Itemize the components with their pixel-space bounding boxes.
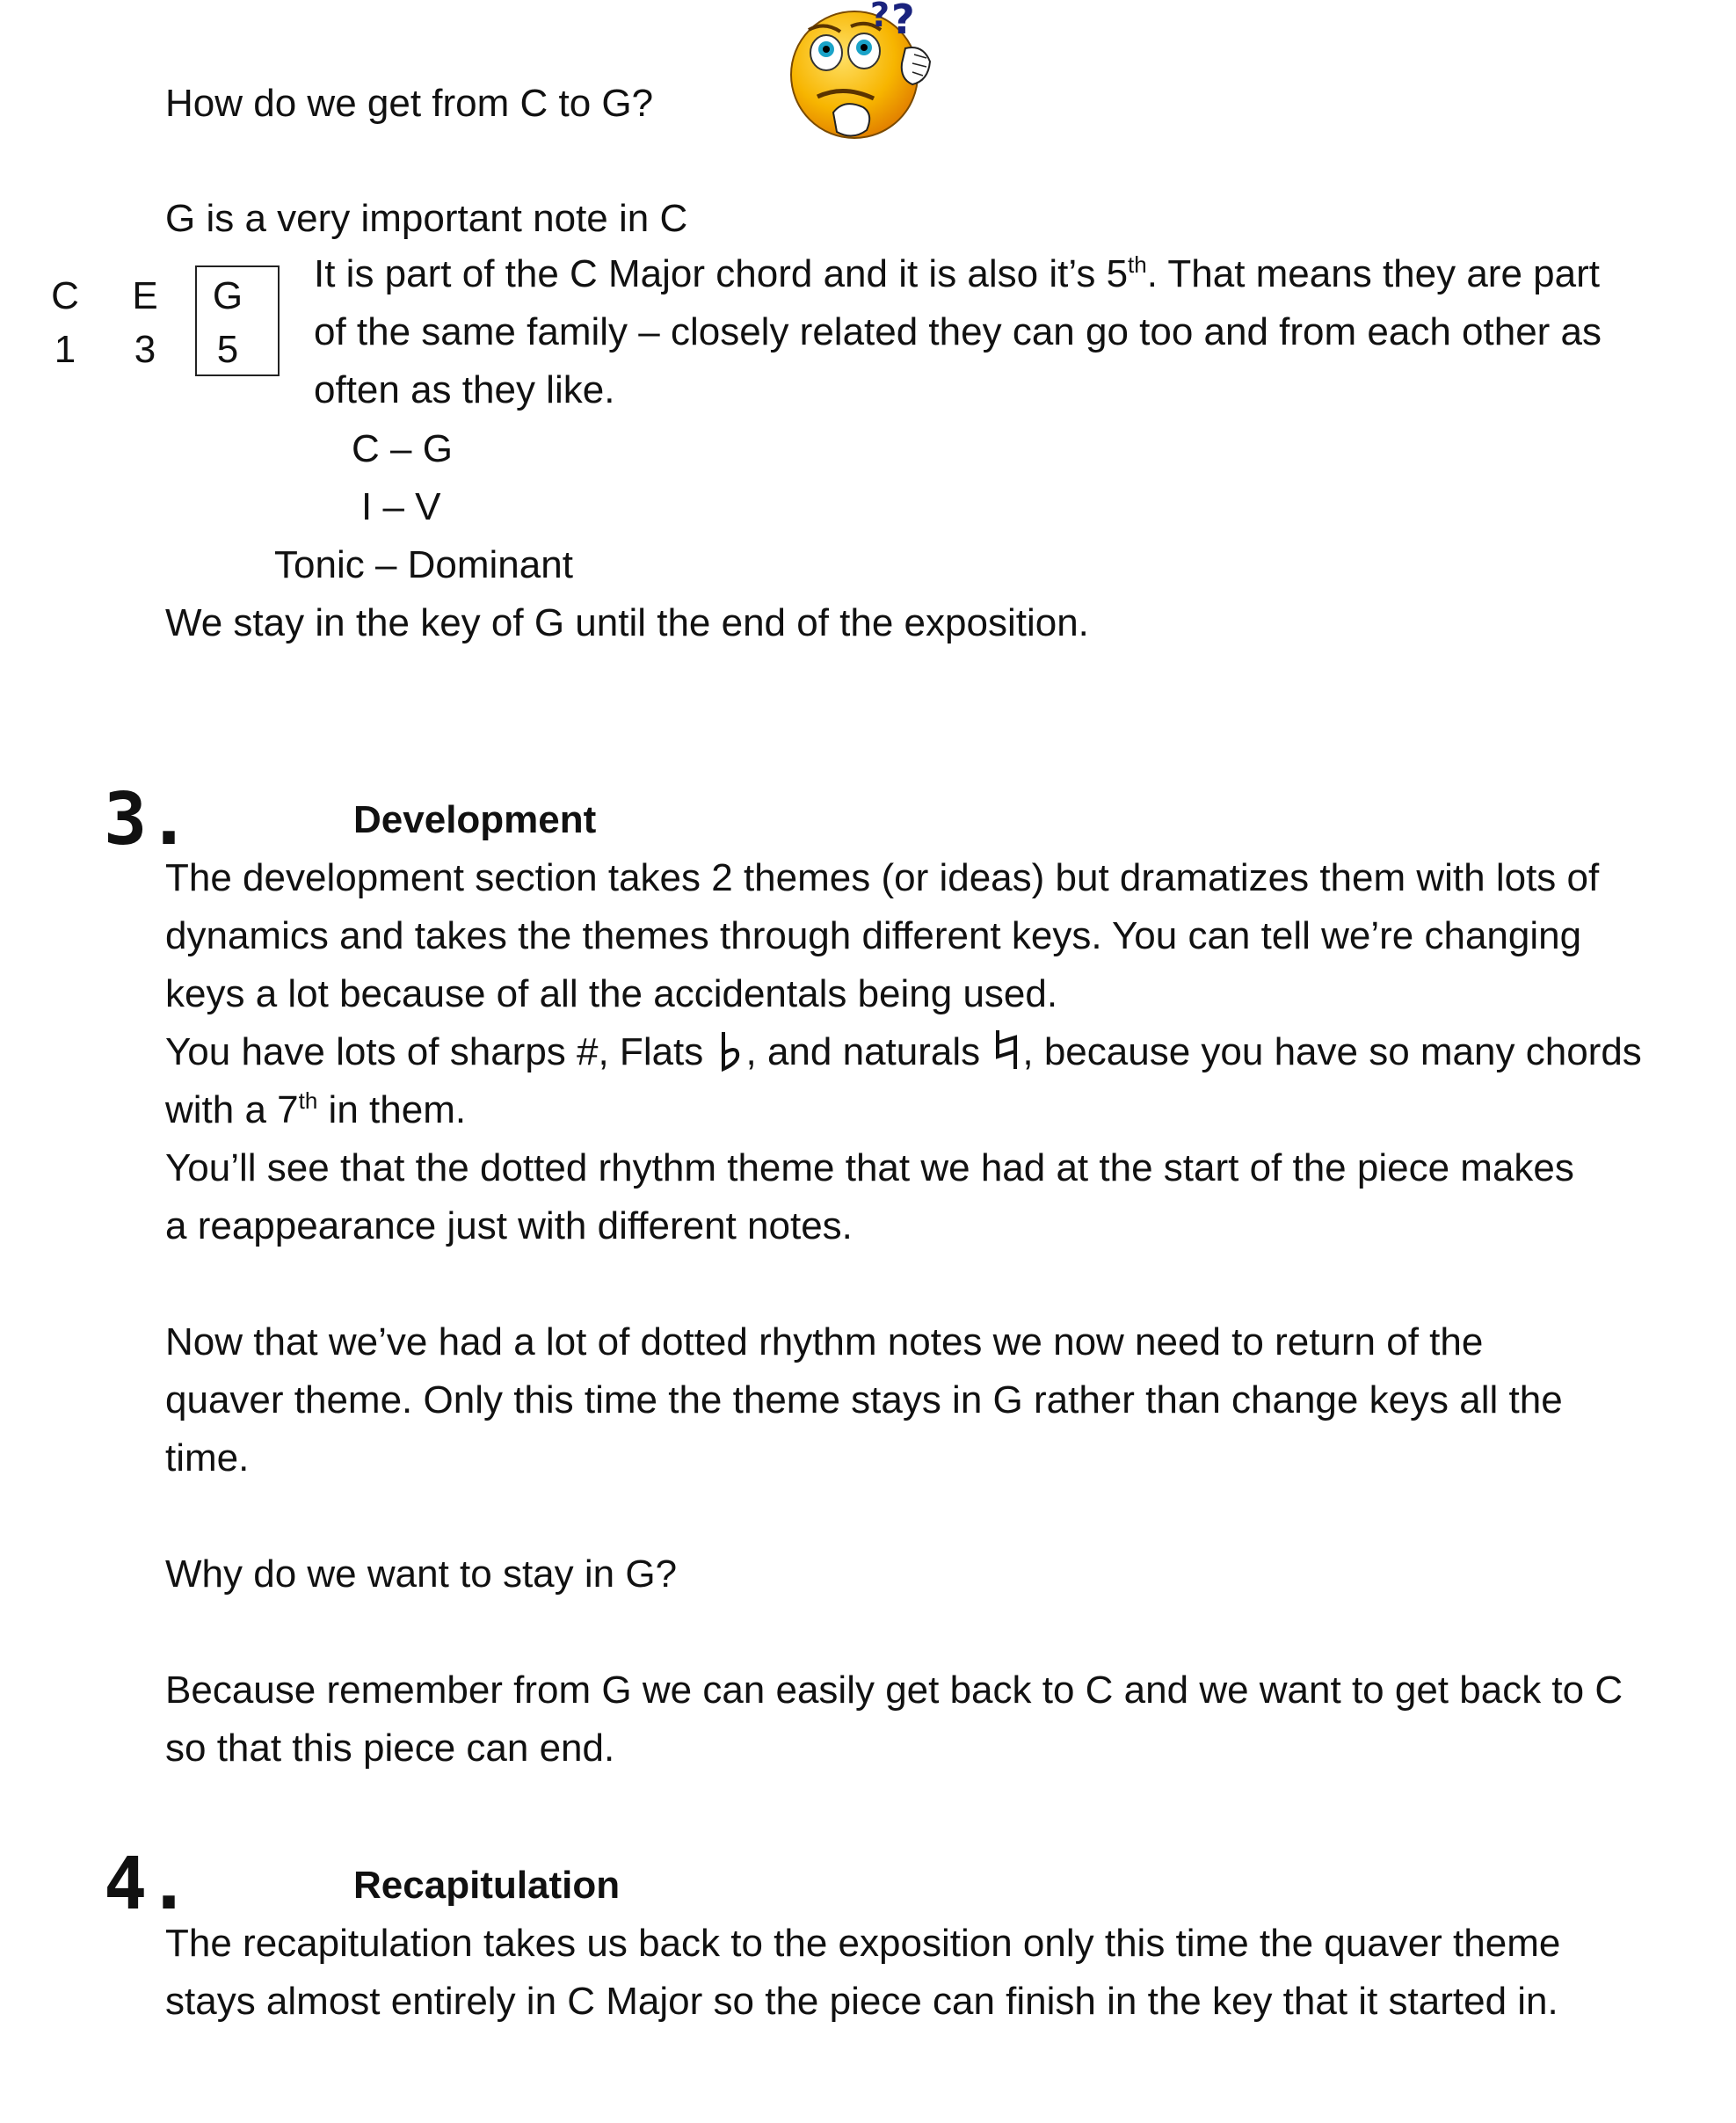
development-accidentals-line: You have lots of sharps #, Flats , and naturals , because you have so many chords [165, 1030, 1642, 1073]
development-p4-line-3: time. [165, 1436, 250, 1480]
development-p1-line-2: dynamics and takes the themes through different keys. You can tell we’re changing [165, 914, 1582, 957]
chord-note-root: C [51, 274, 79, 317]
development-p1-line-1: The development section takes 2 themes (or ideas) but dramatizes them with lots of [165, 856, 1600, 899]
thinking-face-icon [782, 0, 949, 145]
relationship-numerals: I – V [361, 485, 441, 528]
section-number-development: 3. [104, 778, 191, 862]
natural-symbol-icon [991, 1030, 1022, 1074]
heading-recapitulation: Recapitulation [353, 1864, 621, 1907]
svg-text:?: ? [870, 0, 890, 34]
exposition-end: We stay in the key of G until the end of the exposition. [165, 601, 1089, 644]
development-accidentals-line-2: with a 7th in them. [165, 1087, 467, 1131]
development-p3-line-1: You’ll see that the dotted rhythm theme that we had at the start of the piece makes [165, 1146, 1574, 1189]
relationship-names: Tonic – Dominant [274, 543, 573, 586]
chord-degree-root: 1 [54, 328, 76, 371]
development-p4-line-1: Now that we’ve had a lot of dotted rhythm notes we now need to return of the [165, 1320, 1484, 1363]
development-question: Why do we want to stay in G? [165, 1552, 678, 1596]
recapitulation-line-2: stays almost entirely in C Major so the piece can finish in the key that it started in. [165, 1980, 1558, 2023]
chord-note-third: E [132, 274, 158, 317]
relationship-notes: C – G [352, 427, 453, 470]
recapitulation-line-1: The recapitulation takes us back to the exposition only this time the quaver theme [165, 1922, 1561, 1965]
fifth-highlight-box [195, 265, 280, 376]
flat-symbol-icon [715, 1030, 746, 1074]
chord-note-fifth: G [212, 274, 243, 317]
section-number-recapitulation: 4. [104, 1843, 191, 1926]
development-answer-line-2: so that this piece can end. [165, 1727, 615, 1770]
explanation-line-1: It is part of the C Major chord and it is also it’s 5th. That means they are part [314, 251, 1600, 295]
explanation-line-3: often as they like. [314, 368, 615, 411]
heading-development: Development [353, 798, 597, 841]
chord-degree-fifth: 5 [216, 328, 239, 371]
development-answer-line-1: Because remember from G we can easily get back to C and we want to get back to C [165, 1669, 1623, 1712]
development-p3-line-2: a reappearance just with different notes. [165, 1204, 853, 1247]
svg-text:?: ? [891, 0, 915, 43]
development-p1-line-3: keys a lot because of all the accidentals being used. [165, 972, 1058, 1015]
development-p4-line-2: quaver theme. Only this time the theme stays in G rather than change keys all the [165, 1378, 1563, 1421]
intro-question: How do we get from C to G? [165, 82, 654, 125]
explanation-line-2: of the same family – closely related they can go too and from each other as [314, 310, 1602, 353]
chord-degree-third: 3 [134, 328, 156, 371]
intro-statement: G is a very important note in C [165, 197, 688, 240]
